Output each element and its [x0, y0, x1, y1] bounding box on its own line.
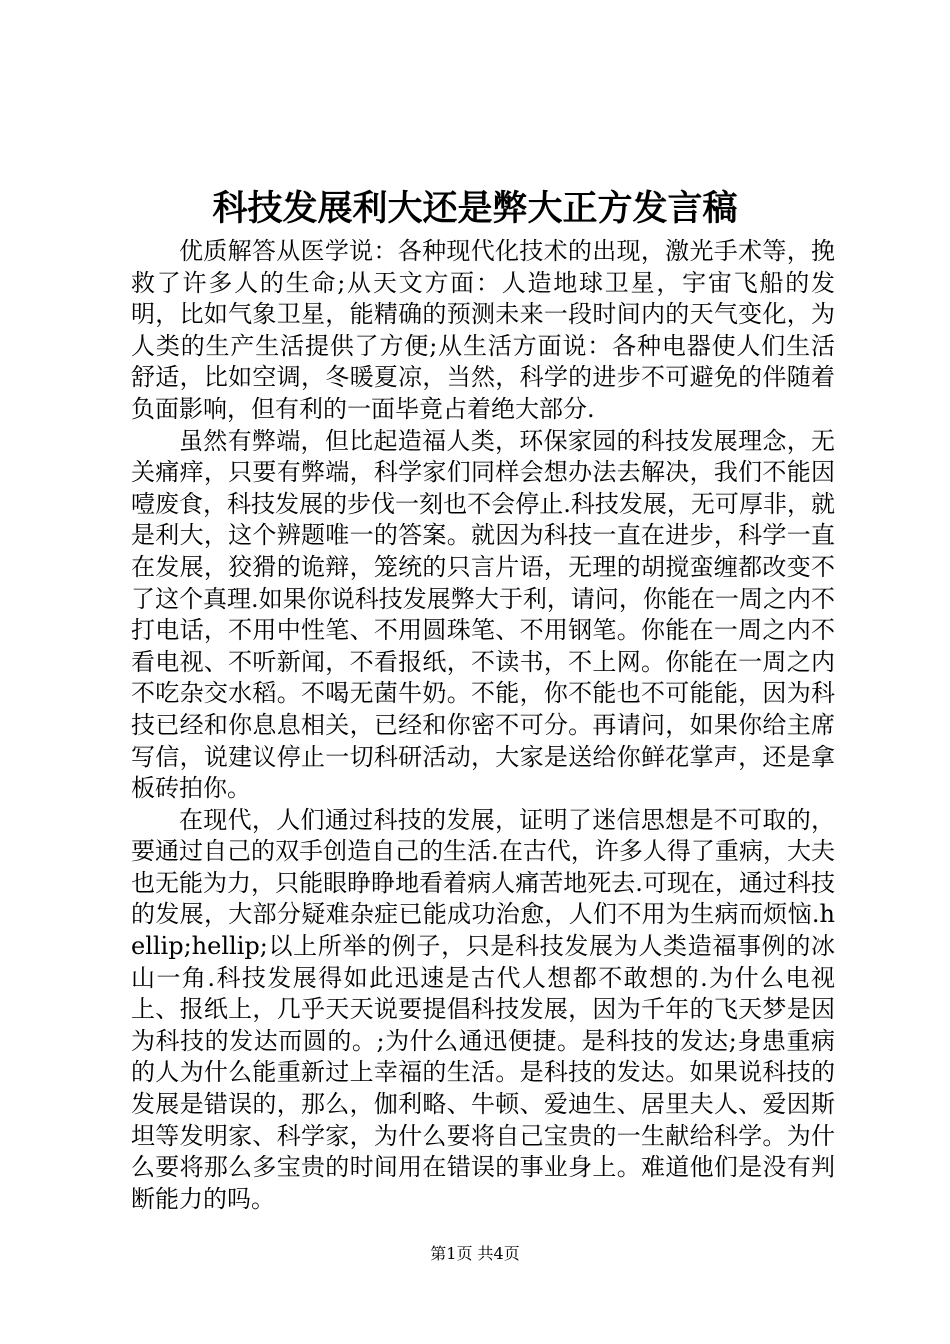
document-title: 科技发展利大还是弊大正方发言稿: [212, 188, 738, 229]
page-number-footer: 第1页 共4页: [430, 1244, 520, 1263]
paragraph-1: 优质解答从医学说：各种现代化技术的出现，激光手术等，挽救了许多人的生命;从天文方面：人造地球卫星，宇宙飞船的发明，比如气象卫星，能精确的预测未来一段时间内的天气变化，为人类的生产生活提供了方便;从生活方面说：各种电器使人们生活舒适，比如空调，冬暖夏凉，当然，科学的进步不可避免的伴随着负面影响，但有利的一面毕竟占着绝大部分.: [131, 237, 835, 423]
paragraph-2: 虽然有弊端，但比起造福人类，环保家园的科技发展理念，无关痛痒，只要有弊端，科学家们同样会想办法去解决，我们不能因噎废食，科技发展的步伐一刻也不会停止.科技发展，无可厚非，就是利大，这个辨题唯一的答案。就因为科技一直在进步，科学一直在发展，狡猾的诡辩，笼统的只言片语，无理的胡搅蛮缠都改变不了这个真理.如果你说科技发展弊大于利，请问，你能在一周之内不打电话，不用中性笔、不用圆珠笔、不用钢笔。你能在一周之内不看电视、不听新闻，不看报纸，不读书，不上网。你能在一周之内不吃杂交水稻。不喝无菌牛奶。不能，你不能也不可能能，因为科技已经和你息息相关，已经和你密不可分。再请问，如果你给主席写信，说建议停止一切科研活动，大家是送给你鲜花掌声，还是拿板砖拍你。: [131, 426, 835, 803]
paragraph-3: 在现代，人们通过科技的发展，证明了迷信思想是不可取的，要通过自己的双手创造自己的生活.在古代，许多人得了重病，大夫也无能为力，只能眼睁睁地看着病人痛苦地死去.可现在，通过科技的发展，大部分疑难杂症已能成功治愈，人们不用为生病而烦恼.hellip;hellip;以上所举的例子，只是科技发展为人类造福事例的冰山一角.科技发展得如此迅速是古代人想都不敢想的.为什么电视上、报纸上，几乎天天说要提倡科技发展，因为千年的飞天梦是因为科技的发达而圆的。;为什么通迅便捷。是科技的发达;身患重病的人为什么能重新过上幸福的生活。是科技的发达。如果说科技的发展是错误的，那么，伽利略、牛顿、爱迪生、居里夫人、爱因斯坦等发明家、科学家，为什么要将自己宝贵的一生献给科学。为什么要将那么多宝贵的时间用在错误的事业身上。难道他们是没有判断能力的吗。: [131, 805, 835, 1213]
document-body: [131, 236, 835, 1215]
